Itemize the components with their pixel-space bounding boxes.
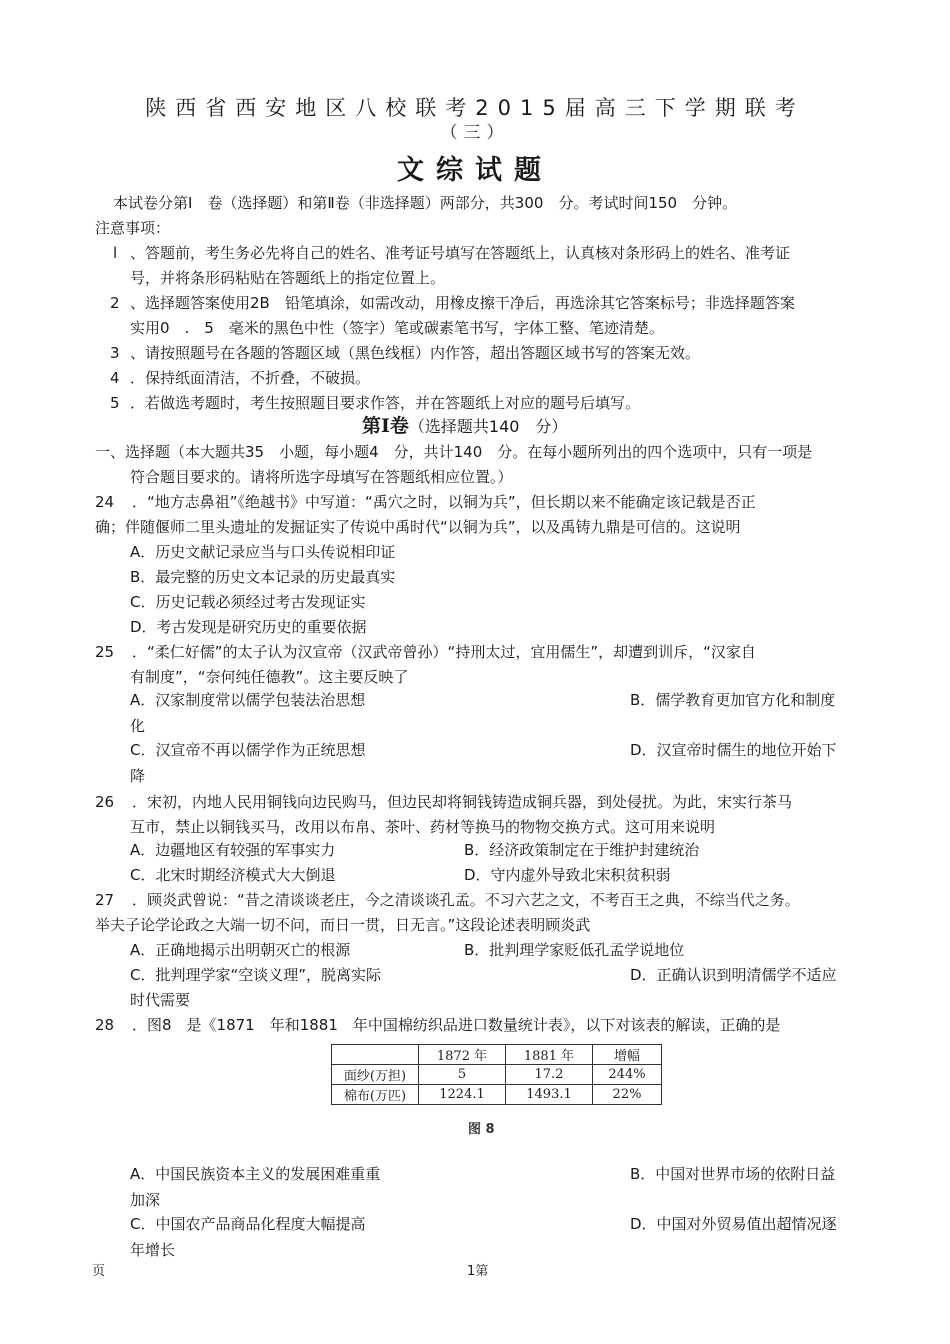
question-27-option-d: D．正确认识到明清儒学不适应 [630, 966, 837, 984]
question-25-option-b-cont: 化 [130, 717, 146, 735]
question-28-option-c: C．中国农产品商品化程度大幅提高 [130, 1215, 366, 1233]
table-cell: 244% [593, 1065, 662, 1085]
table-header-cell [332, 1045, 419, 1065]
table-cell: 1493.1 [506, 1085, 593, 1105]
figure-8-table [331, 1044, 662, 1105]
question-25-option-b: B．儒学教育更加官方化和制度 [630, 691, 836, 709]
question-26-number: 26 [95, 793, 115, 811]
question-24-option-b: B．最完整的历史文本记录的历史最真实 [130, 568, 396, 586]
question-27-option-b: B．批判理学家贬低孔孟学说地位 [464, 941, 685, 959]
question-25-option-c: C．汉宣帝不再以儒学作为正统思想 [130, 741, 366, 759]
question-26-option-c: C．北宋时期经济模式大大倒退 [130, 866, 336, 884]
note-5-text: ．若做选考题时，考生按照题目要求作答，并在答题纸上对应的题号后填写。 [130, 394, 641, 412]
question-28-option-a: A．中国民族资本主义的发展困难重重 [130, 1165, 381, 1183]
notice-heading: 注意事项： [95, 219, 171, 237]
question-27-stem-cont: 举夫子论学论政之大端一切不问，而日一贯，日无言。”这段论述表明顾炎武 [95, 916, 591, 934]
note-1-text: 、答题前，考生务必先将自己的姓名、准考证号填写在答题纸上，认真核对条形码上的姓名、准考证 [130, 244, 791, 262]
question-28-stem: ．图8 是《1871 年和1881 年中国棉纺织品进口数量统计表》，以下对该表的解读，正确的是 [132, 1016, 781, 1034]
subject-title: 文综试题 [397, 155, 553, 186]
question-28-option-b-cont: 加深 [130, 1191, 161, 1209]
question-27-option-d-cont: 时代需要 [130, 991, 191, 1009]
section-heading [362, 416, 567, 437]
question-25-stem-cont: 有制度”，“奈何纯任德教”。这主要反映了 [130, 668, 409, 686]
table-cell: 5 [419, 1065, 506, 1085]
question-26-option-d: D．守内虚外导致北宋积贫积弱 [464, 866, 671, 884]
question-28-number: 28 [95, 1016, 115, 1034]
question-27-option-c: C．批判理学家“空谈义理”，脱离实际 [130, 966, 382, 984]
footer-page-number: 1第 [467, 1264, 489, 1279]
question-25-option-d: D．汉宣帝时儒生的地位开始下 [630, 741, 837, 759]
note-1-text-cont: 号，并将条形码粘贴在答题纸上的指定位置上。 [130, 269, 446, 287]
table-header-cell: 1872 年 [419, 1045, 506, 1065]
question-27-option-a: A．正确地揭示出明朝灭亡的根源 [130, 941, 351, 959]
section-title: 第Ⅰ卷 [362, 415, 409, 437]
question-28-option-d-cont: 年增长 [130, 1241, 176, 1259]
table-row [332, 1085, 662, 1105]
table-cell: 棉布(万匹) [332, 1085, 419, 1105]
question-28-option-b: B．中国对世界市场的依附日益 [630, 1165, 836, 1183]
exam-title: 陕西省西安地区八校联考2015届高三下学期联考 [145, 96, 805, 120]
section-instructions-cont: 符合题目要求的。请将所选字母填写在答题纸相应位置。） [130, 468, 513, 486]
note-4-text: ．保持纸面清洁，不折叠，不破损。 [130, 369, 371, 387]
question-24-stem: ．“地方志鼻祖”《绝越书》中写道：“禹穴之时，以铜为兵”，但长期以来不能确定该记载是否正 [132, 493, 756, 511]
note-2-text-cont: 实用0 . 5 毫米的黑色中性（签字）笔或碳素笔书写，字体工整、笔迹清楚。 [130, 319, 664, 337]
question-25-number: 25 [95, 643, 115, 661]
note-4-num: 4 [110, 369, 120, 387]
question-26-option-b: B．经济政策制定在于维护封建统治 [464, 841, 700, 859]
figure-8-caption: 图 8 [468, 1122, 495, 1137]
table-header-row [332, 1045, 662, 1065]
note-1-num: l [113, 244, 118, 262]
note-2-text: 、选择题答案使用2B 铅笔填涂，如需改动，用橡皮擦干净后，再选涂其它答案标号；非选择题答案 [130, 294, 795, 312]
question-26-stem-cont: 互市，禁止以铜钱买马，改用以布帛、茶叶、药材等换马的物物交换方式。这可用来说明 [130, 818, 716, 836]
question-24-stem-cont: 确；伴随偃师二里头遗址的发掘证实了传说中禹时代“以铜为兵”，以及禹铸九鼎是可信的。这说明 [95, 518, 741, 536]
table-cell: 1224.1 [419, 1085, 506, 1105]
question-26-stem: ．宋初，内地人民用铜钱向边民购马，但边民却将铜钱铸造成铜兵器，到处侵扰。为此，宋实行茶马 [132, 793, 793, 811]
question-25-option-a: A．汉家制度常以儒学包装法治思想 [130, 691, 366, 709]
note-5-num: 5 [110, 394, 120, 412]
table-cell: 面纱(万担) [332, 1065, 419, 1085]
table-cell: 17.2 [506, 1065, 593, 1085]
question-25-stem: ．“柔仁好儒”的太子认为汉宣帝（汉武帝曾孙）“持刑太过，宜用儒生”，却遭到训斥，“汉家自 [132, 643, 756, 661]
section-subtitle: （选择题共140 分） [408, 417, 568, 436]
table-cell: 22% [593, 1085, 662, 1105]
question-24-number: 24 [95, 493, 115, 511]
table-header-cell: 增幅 [593, 1045, 662, 1065]
note-2-num: 2 [110, 294, 120, 312]
question-24-option-d: D．考古发现是研究历史的重要依据 [130, 618, 367, 636]
section-instructions: 一、选择题（本大题共35 小题，每小题4 分，共计140 分。在每小题所列出的四个选项中，只有一项是 [95, 443, 813, 461]
exam-title-sub: （三） [440, 123, 510, 143]
footer-page-label: 页 [92, 1264, 106, 1279]
question-27-stem: ．顾炎武曾说：“昔之清谈谈老庄，今之清谈谈孔孟。不习六艺之文，不考百王之典，不综当代之务。 [132, 891, 800, 909]
question-28-option-d: D．中国对外贸易值出超情况逐 [630, 1215, 837, 1233]
question-24-option-c: C．历史记载必须经过考古发现证实 [130, 593, 366, 611]
note-3-text: 、请按照题号在各题的答题区域（黑色线框）内作答，超出答题区域书写的答案无效。 [130, 344, 701, 362]
table-row [332, 1065, 662, 1085]
table-header-cell: 1881 年 [506, 1045, 593, 1065]
note-3-num: 3 [110, 344, 120, 362]
question-24-option-a: A．历史文献记录应当与口头传说相印证 [130, 543, 396, 561]
question-26-option-a: A．边疆地区有较强的军事实力 [130, 841, 336, 859]
question-25-option-d-cont: 降 [130, 767, 146, 785]
question-27-number: 27 [95, 891, 115, 909]
intro-line: 本试卷分第I 卷（选择题）和第Ⅱ卷（非选择题）两部分，共300 分。考试时间150 分钟。 [113, 194, 738, 212]
